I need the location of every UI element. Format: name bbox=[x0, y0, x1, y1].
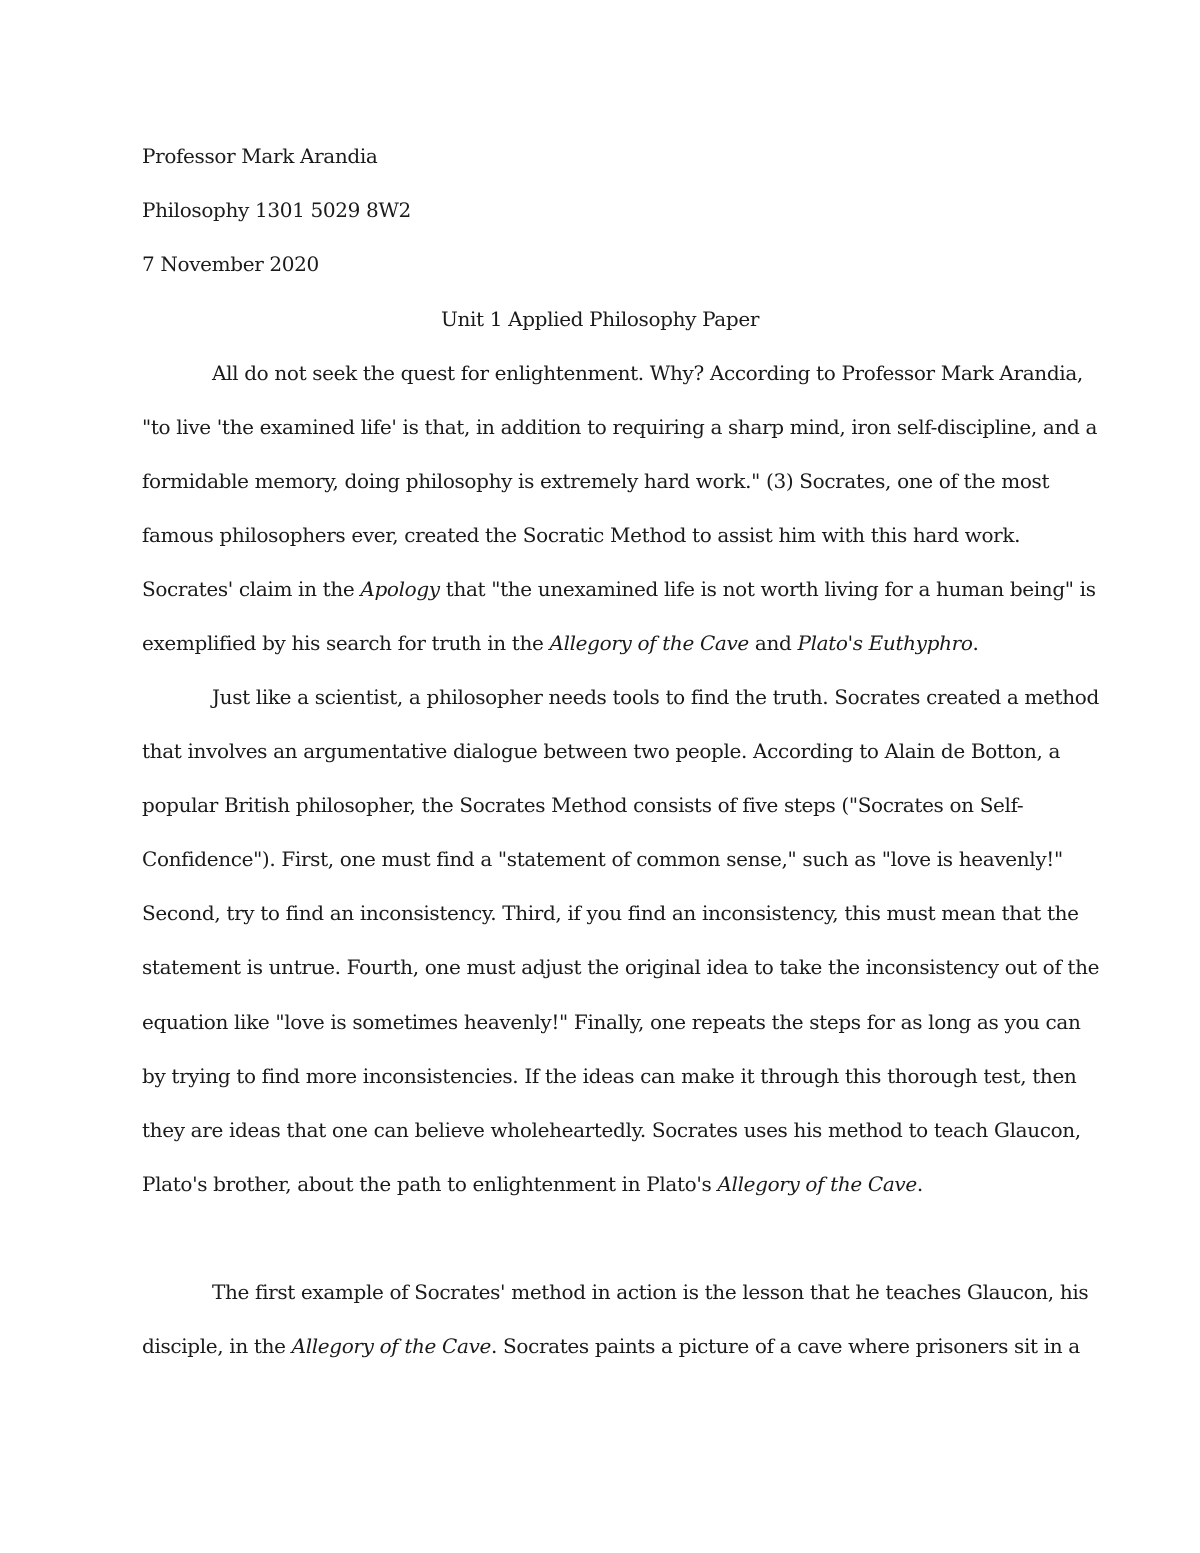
paper-title: Unit 1 Applied Philosophy Paper bbox=[440, 307, 760, 331]
text-run: and bbox=[748, 631, 798, 655]
body-line-9: popular British philosopher, the Socrates Method consists of five steps ("Socrates on Self- bbox=[142, 793, 1024, 817]
body-line-7: Just like a scientist, a philosopher needs tools to find the truth. Socrates created a method bbox=[212, 685, 1099, 709]
text-run: Plato's brother, about the path to enlightenment in Plato's bbox=[142, 1172, 718, 1196]
text-run: disciple, in the bbox=[142, 1334, 292, 1358]
paper-date: 7 November 2020 bbox=[142, 252, 319, 276]
body-line-16 bbox=[142, 1170, 923, 1198]
body-line-8: that involves an argumentative dialogue between two people. According to Alain de Botton, a bbox=[142, 739, 1061, 763]
allegory-title: Allegory of the Cave bbox=[717, 1172, 917, 1196]
text-run: . bbox=[916, 1172, 923, 1196]
text-run: . bbox=[972, 631, 979, 655]
body-line-5 bbox=[142, 575, 1096, 603]
body-line-1: All do not seek the quest for enlightenment. Why? According to Professor Mark Arandia, bbox=[212, 361, 1083, 385]
body-line-6 bbox=[142, 629, 979, 657]
text-run: . Socrates paints a picture of a cave where prisoners sit in a bbox=[491, 1334, 1080, 1358]
body-line-3: formidable memory, doing philosophy is extremely hard work." (3) Socrates, one of the most bbox=[142, 469, 1050, 493]
body-line-15: they are ideas that one can believe wholeheartedly. Socrates uses his method to teach Glaucon, bbox=[142, 1118, 1081, 1142]
allegory-title: Allegory of the Cave bbox=[291, 1334, 492, 1358]
euthyphro-title: Plato's Euthyphro bbox=[797, 631, 973, 655]
allegory-title: Allegory of the Cave bbox=[549, 631, 749, 655]
body-line-12: statement is untrue. Fourth, one must adjust the original idea to take the inconsistency out of the bbox=[142, 955, 1100, 979]
professor-name: Professor Mark Arandia bbox=[142, 144, 378, 168]
apology-title: Apology bbox=[360, 577, 440, 601]
body-line-14: by trying to find more inconsistencies. If the ideas can make it through this thorough test, then bbox=[142, 1064, 1077, 1088]
body-line-11: Second, try to find an inconsistency. Third, if you find an inconsistency, this must mean that the bbox=[142, 901, 1079, 925]
text-run: Socrates' claim in the bbox=[142, 577, 361, 601]
body-line-13: equation like "love is sometimes heavenly!" Finally, one repeats the steps for as long as you can bbox=[142, 1010, 1081, 1034]
body-line-17: The first example of Socrates' method in action is the lesson that he teaches Glaucon, his bbox=[212, 1280, 1089, 1304]
body-line-10: Confidence"). First, one must find a "statement of common sense," such as "love is heavenly!" bbox=[142, 847, 1063, 871]
text-run: exemplified by his search for truth in the bbox=[142, 631, 550, 655]
body-line-18 bbox=[142, 1332, 1080, 1360]
course-number: Philosophy 1301 5029 8W2 bbox=[142, 198, 411, 222]
text-run: that "the unexamined life is not worth living for a human being" is bbox=[439, 577, 1096, 601]
body-line-2: "to live 'the examined life' is that, in addition to requiring a sharp mind, iron self-discipline, and a bbox=[142, 415, 1098, 439]
body-line-4: famous philosophers ever, created the Socratic Method to assist him with this hard work. bbox=[142, 523, 1021, 547]
